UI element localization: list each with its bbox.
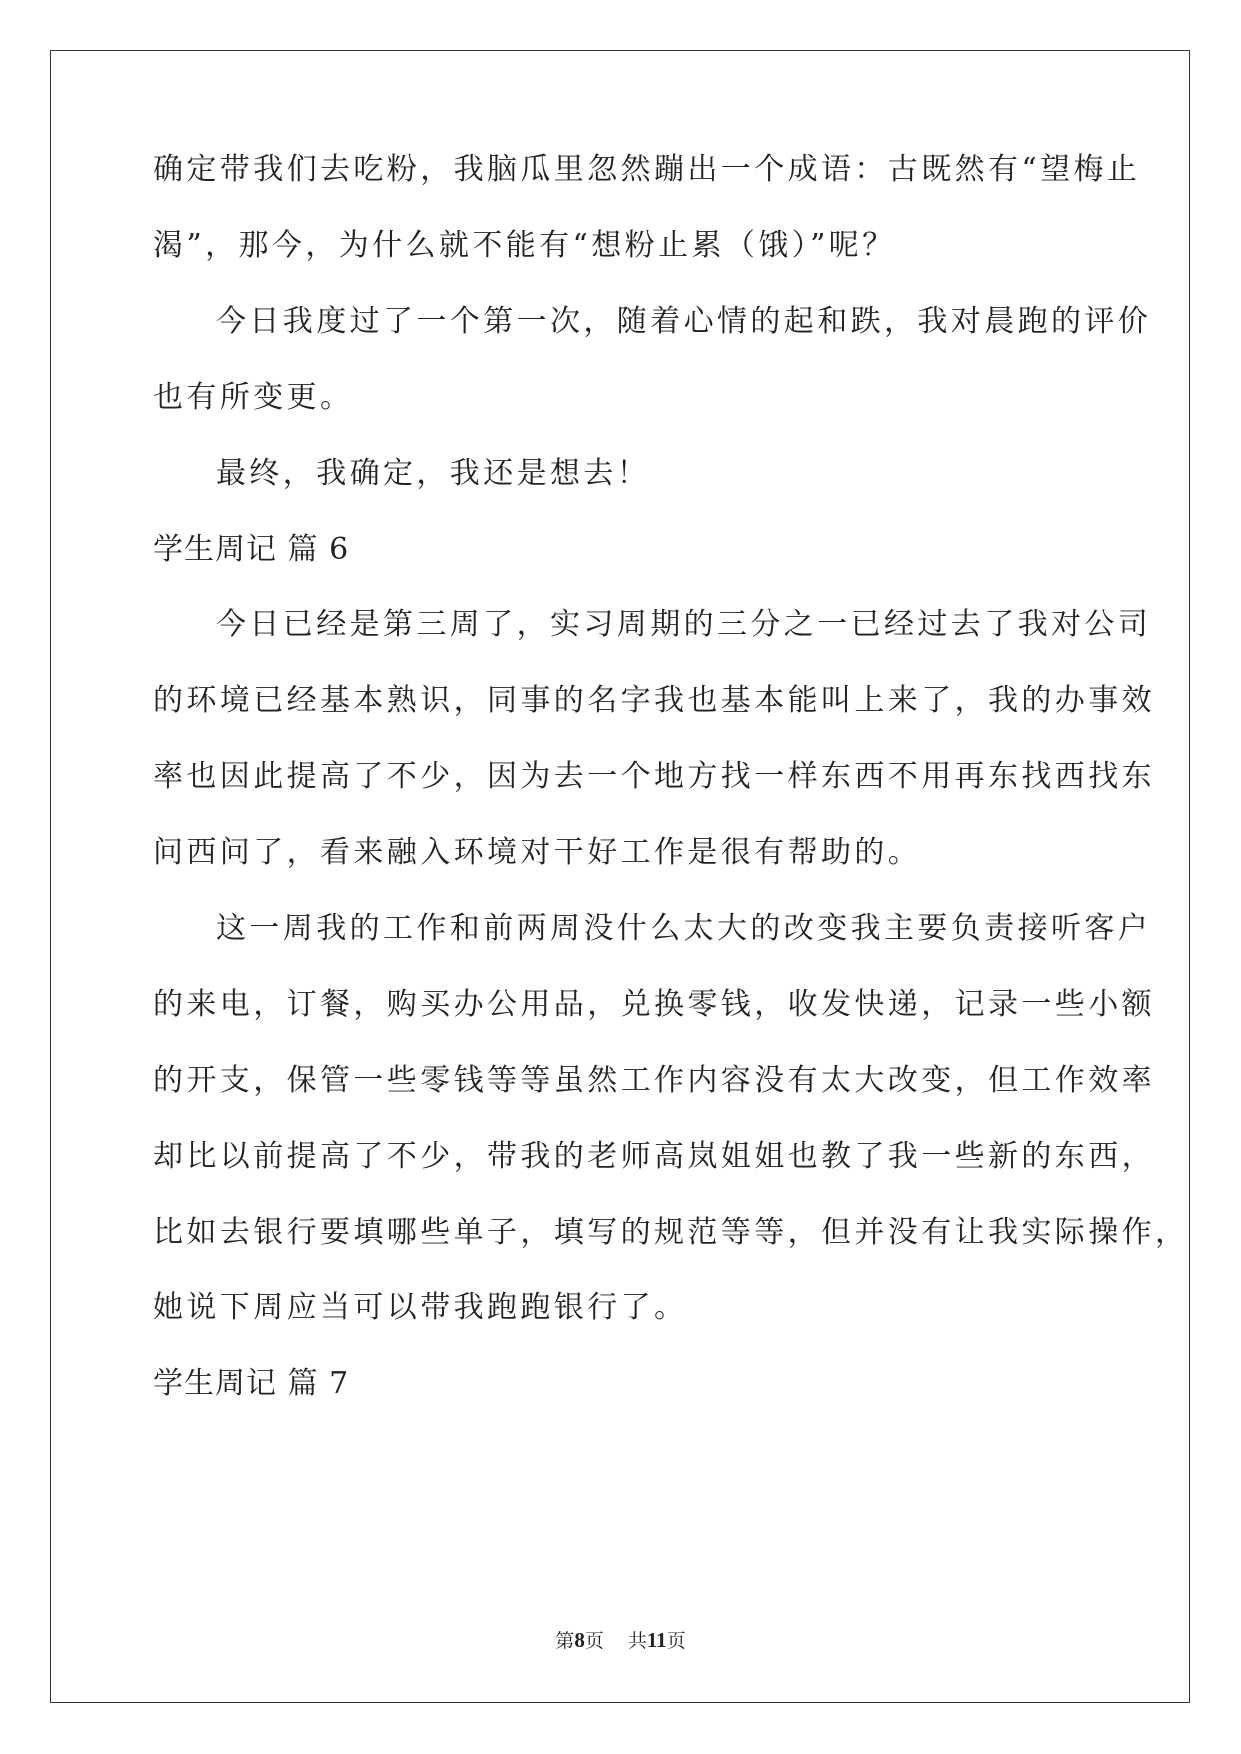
- paragraph-line: 比如去银行要填哪些单子，填写的规范等等，但并没有让我实际操作，: [153, 1215, 1189, 1250]
- paragraph-line: 率也因此提高了不少，因为去一个地方找一样东西不用再东找西找东: [153, 759, 1155, 794]
- footer-page-prefix: 第: [555, 1630, 575, 1652]
- footer-page-total: 11: [646, 1628, 667, 1652]
- paragraph-line: 却比以前提高了不少，带我的老师高岚姐姐也教了我一些新的东西，: [153, 1139, 1155, 1174]
- footer-total-suffix: 页: [666, 1630, 686, 1652]
- paragraph-line: 她说下周应当可以带我跑跑银行了。: [153, 1290, 688, 1325]
- paragraph-line: 确定带我们去吃粉，我脑瓜里忽然蹦出一个成语：古既然有“望梅止: [153, 152, 1141, 187]
- paragraph-line: 问西问了，看来融入环境对干好工作是很有帮助的。: [153, 835, 922, 870]
- section-heading: 学生周记 篇 7: [153, 1366, 350, 1401]
- paragraph-line: 的环境已经基本熟识，同事的名字我也基本能叫上来了，我的办事效: [153, 683, 1155, 718]
- paragraph-line: 的来电，订餐，购买办公用品，兑换零钱，收发快递，记录一些小额: [153, 987, 1155, 1022]
- footer-total-prefix: 共: [627, 1630, 647, 1652]
- paragraph-line: 也有所变更。: [153, 380, 354, 415]
- footer-page-mid: 页: [584, 1630, 604, 1652]
- paragraph-line: 今日已经是第三周了，实习周期的三分之一已经过去了我对公司: [216, 607, 1152, 642]
- page-border: [50, 50, 1190, 1703]
- paragraph-line: 今日我度过了一个第一次，随着心情的起和跌，我对晨跑的评价: [216, 304, 1152, 339]
- paragraph-line: 最终，我确定，我还是想去！: [216, 456, 651, 491]
- footer-page-current: 8: [574, 1628, 585, 1652]
- paragraph-line: 的开支，保管一些零钱等等虽然工作内容没有太大改变，但工作效率: [153, 1063, 1155, 1098]
- page-footer: [0, 1628, 1241, 1653]
- paragraph-line: 渴”，那今，为什么就不能有“想粉止累（饿）”呢？: [153, 228, 896, 263]
- section-heading: 学生周记 篇 6: [153, 532, 350, 567]
- paragraph-line: 这一周我的工作和前两周没什么太大的改变我主要负责接听客户: [216, 911, 1152, 946]
